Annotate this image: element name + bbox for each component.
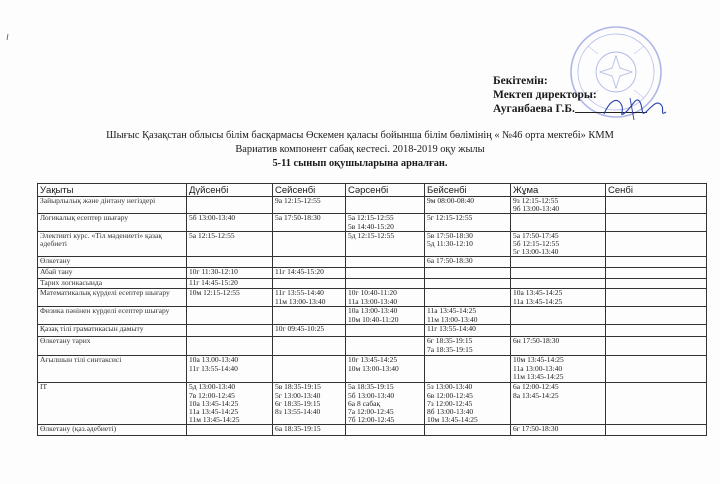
schedule-cell: [425, 257, 511, 268]
class-time-entry: 5б 13:00-13:40: [348, 390, 395, 400]
class-time-entry: 5г 13:00-13:40: [513, 247, 559, 257]
column-header-day: Сейсенбі: [273, 184, 346, 197]
subject-cell: Қазақ тілі граматикасын дамыту: [38, 325, 187, 337]
class-time-entry: 6г 17:50-18:30: [513, 424, 559, 434]
schedule-cell: [187, 337, 273, 356]
schedule-cell: [425, 231, 511, 257]
column-header-day: Жұма: [511, 184, 606, 197]
schedule-cell: [187, 231, 273, 257]
subject-cell: Физика пәнінен күрделі есептер шығару: [38, 307, 187, 325]
class-time-entry: 9з 12:15-12:55: [513, 196, 559, 205]
schedule-cell: [273, 425, 346, 436]
schedule-cell: [273, 337, 346, 356]
schedule-cell: [511, 337, 606, 356]
schedule-cell: [511, 383, 606, 425]
schedule-cell: [606, 268, 707, 279]
class-time-entry: 6а 18:35-19:15: [275, 424, 321, 434]
schedule-cell: [425, 289, 511, 307]
schedule-cell: [425, 325, 511, 337]
schedule-cell: [346, 383, 425, 425]
subject-cell: Өлкетану (қаз.әдебиеті): [38, 425, 187, 436]
schedule-cell: [346, 289, 425, 307]
class-time-entry: 9а 12:15-12:55: [275, 196, 321, 205]
class-time-entry: 11а 13:45-14:25: [427, 306, 477, 316]
schedule-cell: [187, 279, 273, 289]
column-header-day: Бейсенбі: [425, 184, 511, 197]
class-time-entry: 11а 13:45-14:25: [189, 407, 239, 417]
schedule-cell: [606, 289, 707, 307]
class-time-entry: 7з 12:00-12:45: [427, 398, 473, 408]
class-time-entry: 11а 13:45-14:25: [513, 296, 563, 306]
schedule-cell: [187, 425, 273, 436]
schedule-cell: [187, 356, 273, 383]
schedule-cell: [187, 197, 273, 214]
class-time-entry: 11а 13:00-13:40: [513, 363, 563, 373]
schedule-cell: [187, 257, 273, 268]
subject-cell: Абай тану: [38, 268, 187, 279]
heading-institution: Шығыс Қазақстан облысы білім басқармасы Өскемен қаласы бойынша білім бөлімінің « №46 орта мектебі» КММ: [106, 130, 614, 141]
schedule-cell: [425, 197, 511, 214]
schedule-cell: [346, 337, 425, 356]
table-row: [38, 289, 707, 307]
class-time-entry: 11м 13:00-13:40: [275, 296, 326, 306]
signature-icon: [600, 92, 672, 122]
class-time-entry: 11г 14:45-15:20: [189, 278, 238, 288]
class-time-entry: 11г 13:55-14:40: [275, 288, 324, 298]
class-time-entry: 10м 13:45-14:25: [427, 415, 478, 425]
class-time-entry: 6г 18:35-19:15: [275, 398, 321, 408]
schedule-cell: [606, 383, 707, 425]
schedule-cell: [606, 279, 707, 289]
schedule-cell: [511, 356, 606, 383]
table-row: [38, 197, 707, 214]
class-time-entry: 6г 18:35-19:15: [427, 336, 473, 346]
table-row: [38, 383, 707, 425]
heading-grades: 5-11 сынып оқушыларына арналған.: [272, 158, 448, 169]
schedule-cell: [346, 307, 425, 325]
schedule-table: [37, 183, 707, 436]
class-time-entry: 6а 8 сабақ: [348, 398, 381, 408]
schedule-cell: [346, 325, 425, 337]
schedule-cell: [187, 214, 273, 231]
subject-cell: Тарих логикасында: [38, 279, 187, 289]
schedule-cell: [273, 231, 346, 257]
class-time-entry: 8а 13:45-14:25: [513, 390, 559, 400]
schedule-cell: [511, 279, 606, 289]
class-time-entry: 10а 13.00-13:40: [189, 355, 239, 365]
schedule-cell: [346, 425, 425, 436]
class-time-entry: 5а 17:50-18:30: [275, 213, 321, 223]
schedule-cell: [187, 307, 273, 325]
class-time-entry: 11г 14:45-15:20: [275, 267, 324, 277]
schedule-cell: [273, 356, 346, 383]
schedule-cell: [346, 356, 425, 383]
schedule-cell: [346, 214, 425, 231]
class-time-entry: 9м 08:00-08:40: [427, 196, 475, 205]
class-time-entry: 10м 13:00-13:40: [348, 363, 399, 373]
class-time-entry: 5д 11:30-12:10: [427, 239, 473, 249]
schedule-cell: [606, 425, 707, 436]
subject-cell: Элективті курс. «Тіл мәдениеті» қазақ әдебиеті: [38, 231, 187, 257]
subject-cell: Өлкетану тарих: [38, 337, 187, 356]
class-time-entry: 11м 13:45-14:25: [513, 371, 564, 381]
schedule-cell: [511, 197, 606, 214]
schedule-cell: [425, 307, 511, 325]
approval-title: Бекітемін:: [493, 75, 548, 87]
schedule-cell: [425, 214, 511, 231]
class-time-entry: 5д 13:00-13:40: [189, 382, 236, 392]
class-time-entry: 5а 17:50-17:45: [513, 231, 559, 240]
class-time-entry: 5в 18:35-19:15: [275, 382, 321, 392]
schedule-cell: [425, 279, 511, 289]
subject-cell: Өлкетану: [38, 257, 187, 268]
class-time-entry: 6а 12:00-12:45: [513, 382, 559, 392]
class-time-entry: 10а 13:45-14:25: [513, 288, 563, 298]
class-time-entry: 6а 17:50-18:30: [427, 256, 473, 266]
class-time-entry: 5з 13:00-13:40: [427, 382, 473, 392]
class-time-entry: 7а 12:00-12:45: [348, 407, 394, 417]
table-row: [38, 231, 707, 257]
schedule-cell: [273, 197, 346, 214]
class-time-entry: 10м 10:40-11:20: [348, 314, 399, 324]
class-time-entry: 5в 17:50-18:30: [427, 231, 473, 240]
column-header-day: Дүйсенбі: [187, 184, 273, 197]
table-body: [38, 197, 707, 436]
column-header-time: Уақыты: [38, 184, 187, 197]
class-time-entry: 5а 18:35-19:15: [348, 382, 394, 392]
schedule-cell: [606, 231, 707, 257]
class-time-entry: 11а 13:00-13:40: [348, 296, 398, 306]
table-row: [38, 356, 707, 383]
column-header-day: Сенбі: [606, 184, 707, 197]
schedule-cell: [273, 279, 346, 289]
schedule-cell: [606, 337, 707, 356]
subject-cell: IT: [38, 383, 187, 425]
schedule-cell: [273, 289, 346, 307]
schedule-cell: [187, 268, 273, 279]
schedule-cell: [273, 214, 346, 231]
class-time-entry: 7в 12:00-12:45: [189, 390, 235, 400]
class-time-entry: 5г 12:15-12:55: [427, 213, 473, 223]
class-time-entry: 7б 12:00-12:45: [348, 415, 395, 425]
table-row: [38, 425, 707, 436]
schedule-cell: [511, 231, 606, 257]
class-time-entry: 5б 13:00-13:40: [189, 213, 236, 223]
schedule-cell: [273, 383, 346, 425]
schedule-cell: [187, 383, 273, 425]
class-time-entry: 10м 13:45-14:25: [513, 355, 564, 365]
class-time-entry: 5г 13:00-13:40: [275, 390, 321, 400]
class-time-entry: 8з 13:55-14:40: [275, 407, 321, 417]
approval-name: Ауганбаева Г.Б.: [493, 103, 575, 115]
subject-cell: Зайырлылық және дінтану негіздері: [38, 197, 187, 214]
class-time-entry: 10а 13:45-14:25: [189, 398, 239, 408]
class-time-entry: 7а 18:35-19:15: [427, 344, 473, 354]
schedule-cell: [273, 257, 346, 268]
schedule-cell: [511, 325, 606, 337]
schedule-cell: [606, 197, 707, 214]
class-time-entry: 10г 10:40-11:20: [348, 288, 397, 298]
schedule-cell: [425, 268, 511, 279]
subject-cell: Логикалық есептер шығару: [38, 214, 187, 231]
schedule-cell: [511, 257, 606, 268]
class-time-entry: 5а 12:15-12:55: [189, 231, 235, 240]
schedule-cell: [425, 337, 511, 356]
class-time-entry: 10г 13:45-14:25: [348, 355, 398, 365]
schedule-cell: [606, 356, 707, 383]
schedule-cell: [187, 325, 273, 337]
table-row: [38, 307, 707, 325]
approval-position: Мектеп директоры:: [493, 89, 597, 101]
schedule-cell: [187, 289, 273, 307]
class-time-entry: 9б 13:00-13:40: [513, 204, 560, 214]
class-time-entry: 6н 17:50-18:30: [513, 336, 560, 346]
subject-cell: Ағылшын тілі синтаксисі: [38, 356, 187, 383]
table-header-row: [38, 184, 707, 197]
schedule-cell: [511, 289, 606, 307]
class-time-entry: 8б 13:00-13:40: [427, 407, 474, 417]
schedule-cell: [511, 307, 606, 325]
table-row: [38, 325, 707, 337]
schedule-cell: [606, 214, 707, 231]
subject-cell: Математикалық күрделі есептер шығару: [38, 289, 187, 307]
class-time-entry: 10а 13:00-13:40: [348, 306, 398, 316]
table-row: [38, 279, 707, 289]
schedule-cell: [606, 307, 707, 325]
schedule-cell: [273, 325, 346, 337]
ink-mark: [6, 34, 9, 40]
schedule-cell: [425, 383, 511, 425]
schedule-cell: [511, 425, 606, 436]
table-row: [38, 257, 707, 268]
class-time-entry: 11г 13:55-14:40: [427, 324, 476, 334]
column-header-day: Сәрсенбі: [346, 184, 425, 197]
schedule-cell: [425, 425, 511, 436]
schedule-cell: [273, 307, 346, 325]
schedule-cell: [346, 231, 425, 257]
class-time-entry: 11м 13:45-14:25: [189, 415, 240, 425]
class-time-entry: 6в 12:00-12:45: [427, 390, 473, 400]
schedule-cell: [511, 268, 606, 279]
schedule-cell: [425, 356, 511, 383]
class-time-entry: 5в 14:40-15:20: [348, 221, 394, 231]
class-time-entry: 5д 12:15-12:55: [348, 231, 395, 240]
table-row: [38, 337, 707, 356]
heading-schedule-title: Вариатив компонент сабақ кестесі. 2018-2019 оқу жылы: [235, 144, 485, 155]
schedule-cell: [606, 325, 707, 337]
table-row: [38, 214, 707, 231]
schedule-cell: [606, 257, 707, 268]
schedule-cell: [346, 197, 425, 214]
schedule-cell: [346, 279, 425, 289]
class-time-entry: 5а 12:15-12:55: [348, 213, 394, 223]
schedule-cell: [346, 257, 425, 268]
class-time-entry: 11г 13:55-14:40: [189, 363, 238, 373]
table-row: [38, 268, 707, 279]
class-time-entry: 11м 13:00-13:40: [427, 314, 478, 324]
class-time-entry: 10г 11:30-12:10: [189, 267, 238, 277]
schedule-cell: [346, 268, 425, 279]
schedule-cell: [511, 214, 606, 231]
class-time-entry: 5б 12:15-12:55: [513, 239, 560, 249]
class-time-entry: 10г 09:45-10:25: [275, 324, 325, 334]
schedule-cell: [273, 268, 346, 279]
class-time-entry: 10м 12:15-12:55: [189, 288, 240, 298]
